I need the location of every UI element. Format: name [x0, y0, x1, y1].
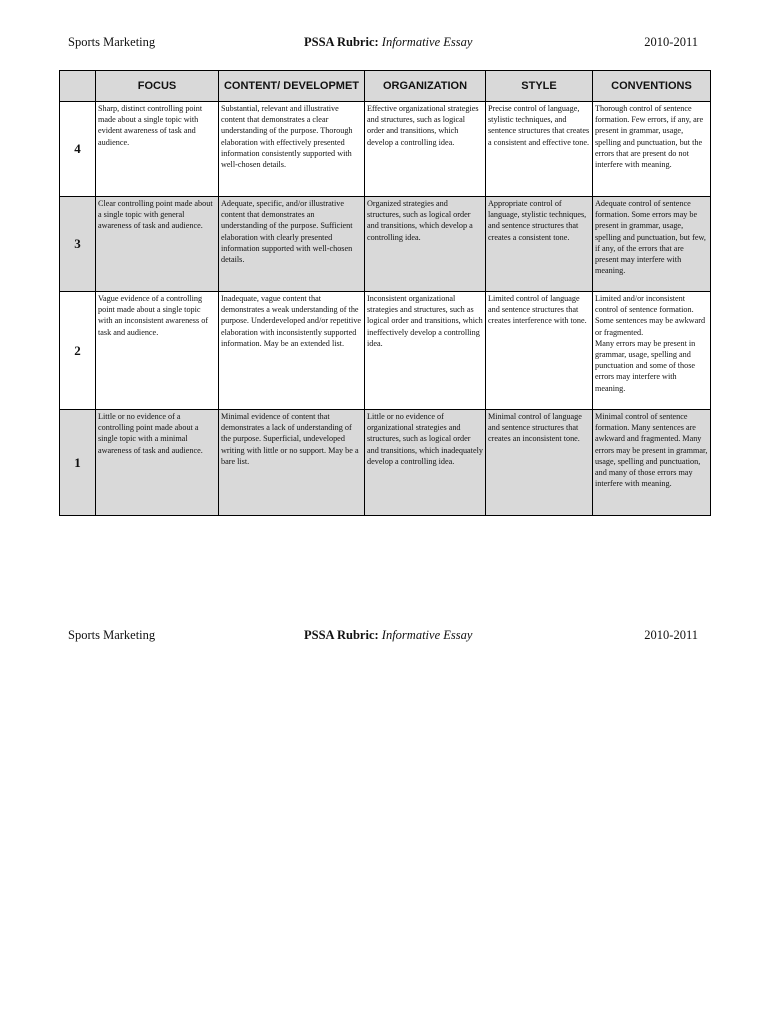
- rubric-title-italic: Informative Essay: [381, 628, 473, 642]
- page-header-2: [68, 626, 698, 644]
- score-cell: 1: [60, 410, 96, 516]
- rubric-header-row: [60, 71, 711, 102]
- score-column-header: [60, 71, 96, 102]
- focus-column-header: FOCUS: [96, 71, 219, 102]
- table-row: [60, 197, 711, 292]
- content-cell: Inadequate, vague content that demonstrates a weak understanding of the purpose. Underdeveloped and/or repetitive elaboration with inconsistently supported information. May be an extended list.: [219, 292, 365, 410]
- organization-cell: Inconsistent organizational strategies and structures, such as logical order and transitions, which ineffectively develop a controlling idea.: [365, 292, 486, 410]
- course-name: Sports Marketing: [68, 35, 156, 49]
- page-header: [68, 33, 698, 51]
- style-cell: Minimal control of language and sentence structures that creates an inconsistent tone.: [486, 410, 593, 516]
- style-column-header: STYLE: [486, 71, 593, 102]
- style-cell: Limited control of language and sentence structures that creates interference with tone.: [486, 292, 593, 410]
- rubric-title: [304, 626, 472, 644]
- content-cell: Adequate, specific, and/or illustrative content that demonstrates an understanding of the purpose. Sufficient elaboration with clearly presented information supported with well-chosen details.: [219, 197, 365, 292]
- organization-cell: Little or no evidence of organizational strategies and structures, such as logical order and transitions, which inadequately develop a controlling idea.: [365, 410, 486, 516]
- style-cell: Appropriate control of language, stylistic techniques, and sentence structures that creates a consistent tone.: [486, 197, 593, 292]
- conventions-cell: Adequate control of sentence formation. Some errors may be present in grammar, usage, spelling and punctuation, but few, if any, of the errors that are present may interfere with meaning.: [593, 197, 711, 292]
- rubric-title-italic: Informative Essay: [381, 35, 473, 49]
- content-cell: Minimal evidence of content that demonstrates a lack of understanding of the purpose. Superficial, undeveloped writing with little or no support. May be a bare list.: [219, 410, 365, 516]
- organization-cell: Effective organizational strategies and structures, such as logical order and transitions, which develop a controlling idea.: [365, 102, 486, 197]
- style-cell: Precise control of language, stylistic techniques, and sentence structures that creates a consistent and effective tone.: [486, 102, 593, 197]
- conventions-column-header: CONVENTIONS: [593, 71, 711, 102]
- table-row: [60, 410, 711, 516]
- rubric-table: [59, 70, 711, 516]
- focus-cell: Little or no evidence of a controlling point made about a single topic with a minimal awareness of task and audience.: [96, 410, 219, 516]
- conventions-cell: Thorough control of sentence formation. Few errors, if any, are present in grammar, usage, spelling and punctuation, but the errors that are present do not interfere with meaning.: [593, 102, 711, 197]
- school-year: 2010-2011: [644, 35, 698, 49]
- content-column-header: CONTENT/ DEVELOPMET: [219, 71, 365, 102]
- content-cell: Substantial, relevant and illustrative content that demonstrates a clear understanding of the purpose. Thorough elaboration with effectively presented information consistently supported with well-chosen details.: [219, 102, 365, 197]
- conventions-cell: Minimal control of sentence formation. Many sentences are awkward and fragmented. Many errors may be present in grammar, usage, spelling and punctuation, and many of those errors may interfere with meaning.: [593, 410, 711, 516]
- organization-cell: Organized strategies and structures, such as logical order and transitions, which develop a controlling idea.: [365, 197, 486, 292]
- course-name: Sports Marketing: [68, 628, 156, 642]
- rubric-title-bold: PSSA Rubric:: [304, 628, 379, 642]
- focus-cell: Clear controlling point made about a single topic with general awareness of task and audience.: [96, 197, 219, 292]
- focus-cell: Vague evidence of a controlling point made about a single topic with an inconsistent awareness of task and audience.: [96, 292, 219, 410]
- table-row: [60, 102, 711, 197]
- organization-column-header: ORGANIZATION: [365, 71, 486, 102]
- school-year: 2010-2011: [644, 628, 698, 642]
- conventions-cell: Limited and/or inconsistent control of sentence formation. Some sentences may be awkward or fragmented. Many errors may be present in grammar, usage, spelling and punctuation and some of those errors may interfere with meaning.: [593, 292, 711, 410]
- score-cell: 4: [60, 102, 96, 197]
- table-row: [60, 292, 711, 410]
- score-cell: 2: [60, 292, 96, 410]
- score-cell: 3: [60, 197, 96, 292]
- focus-cell: Sharp, distinct controlling point made about a single topic with evident awareness of task and audience.: [96, 102, 219, 197]
- rubric-title: [304, 33, 472, 51]
- rubric-title-bold: PSSA Rubric:: [304, 35, 379, 49]
